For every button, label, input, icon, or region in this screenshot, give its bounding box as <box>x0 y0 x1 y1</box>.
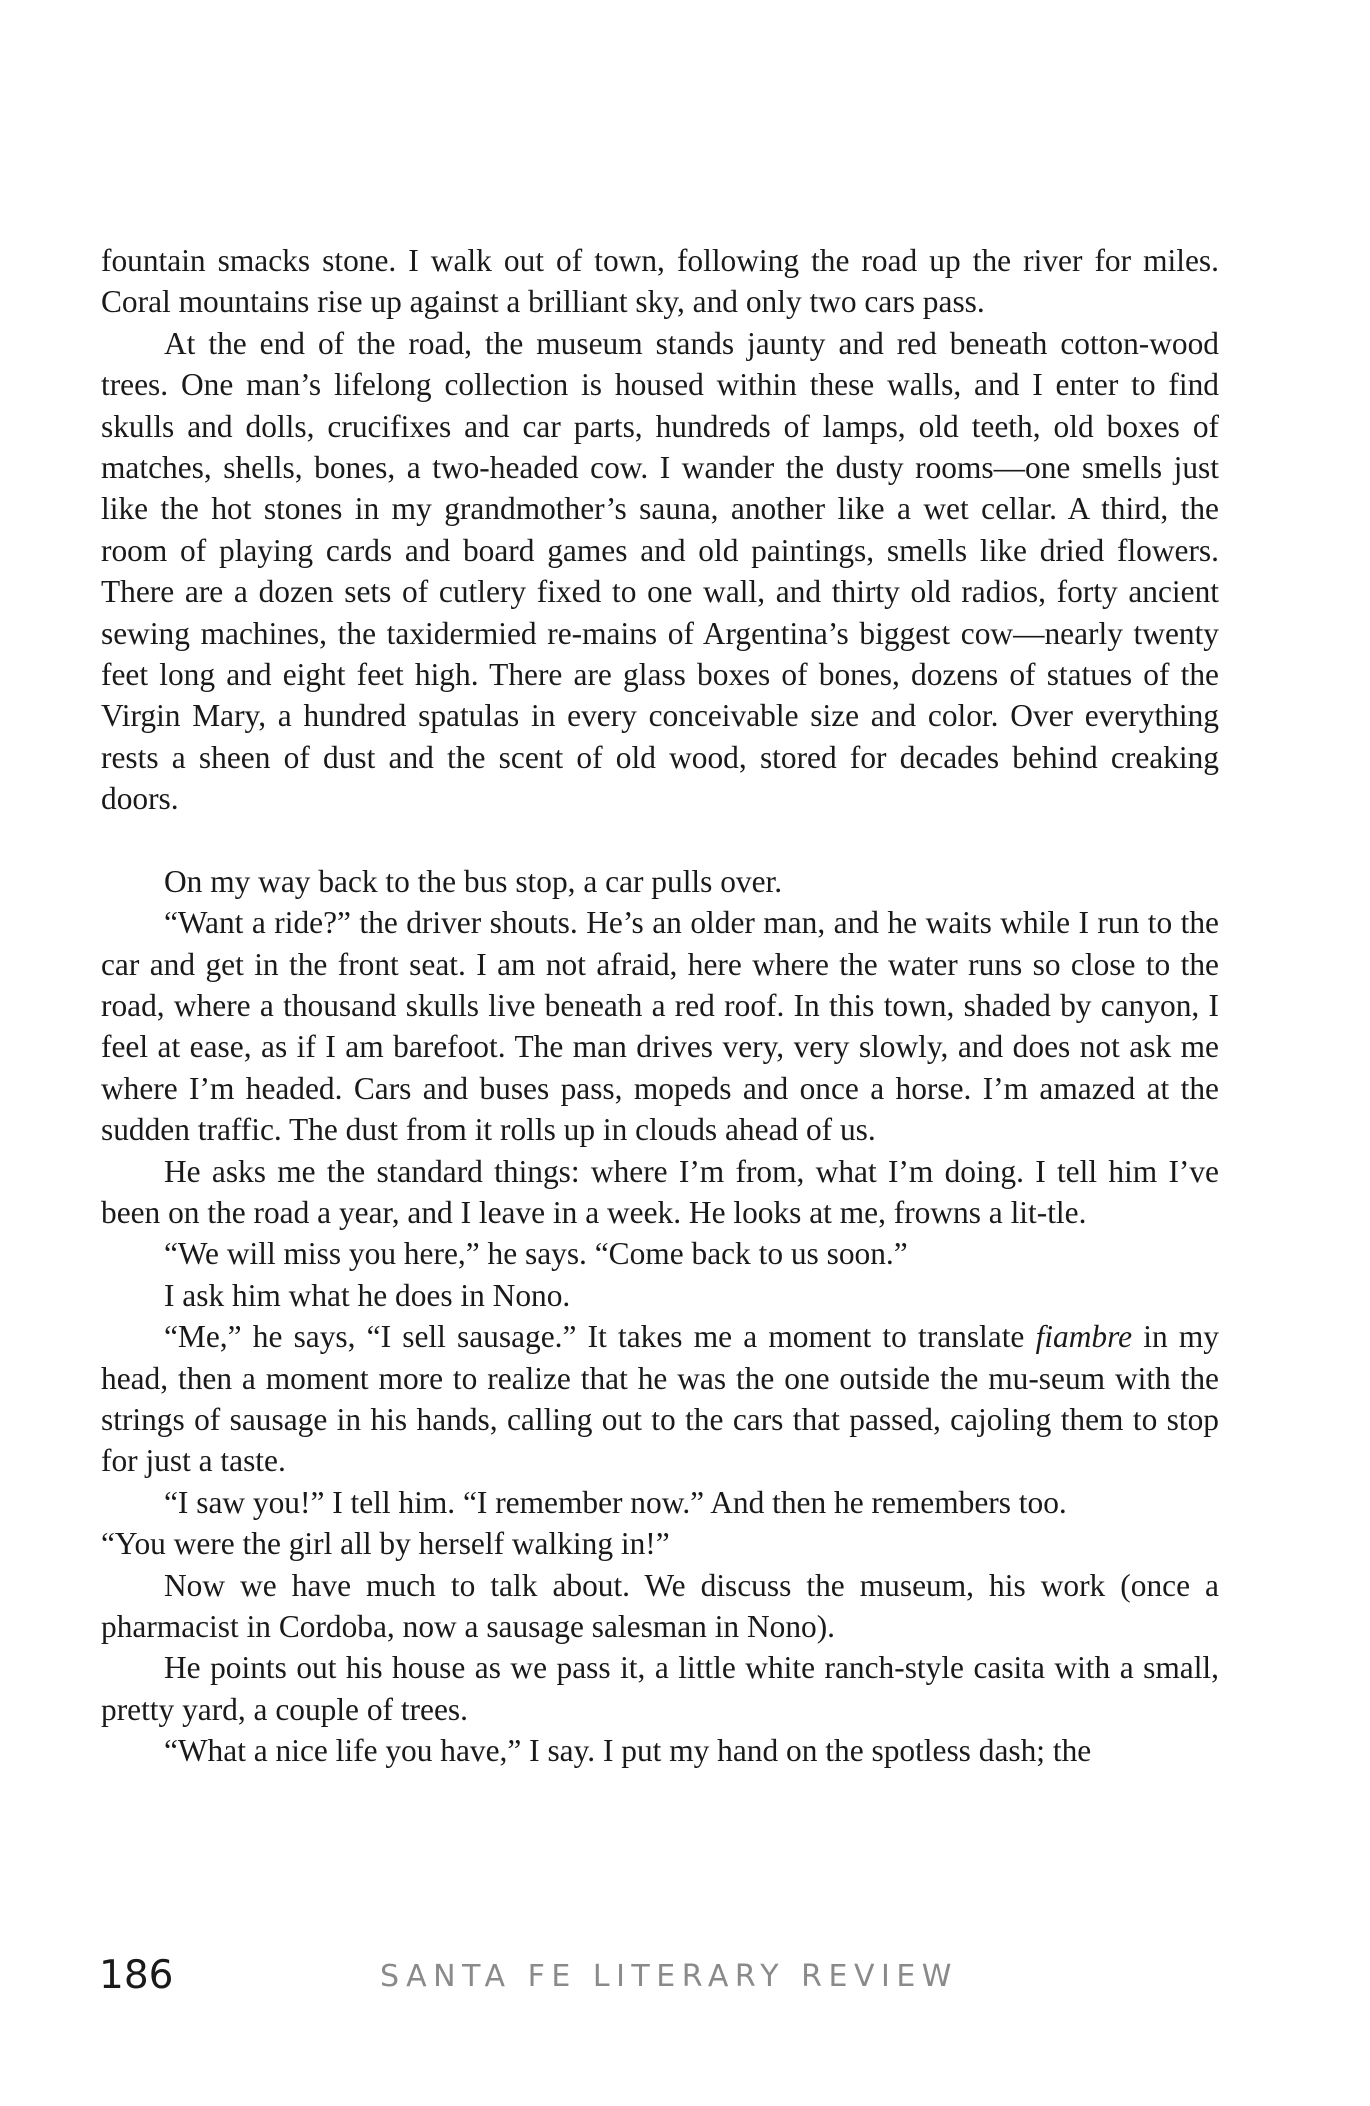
paragraph-10: “You were the girl all by herself walking in!” <box>101 1526 670 1562</box>
paragraph-5: He asks me the standard things: where I’m from, what I’m doing. I tell him I’ve been on the road a year, and I leave in a week. He looks at me, frowns a lit-tle. <box>101 1153 1219 1230</box>
page-footer <box>99 1951 1219 2011</box>
italic-word-fiambre: fiambre <box>1035 1319 1133 1355</box>
paragraph-11: Now we have much to talk about. We discuss the museum, his work (once a pharmacist in Cordoba, now a sausage salesman in Nono). <box>101 1567 1219 1644</box>
paragraph-1: fountain smacks stone. I walk out of town, following the road up the river for miles. Coral mountains rise up against a brilliant sky, and only two cars pass. <box>101 243 1219 320</box>
paragraph-6: “We will miss you here,” he says. “Come back to us soon.” <box>164 1236 908 1272</box>
paragraph-13: “What a nice life you have,” I say. I put my hand on the spotless dash; the <box>164 1733 1092 1769</box>
paragraph-9: “I saw you!” I tell him. “I remember now.” And then he remembers too. <box>164 1484 1067 1520</box>
paragraph-12: He points out his house as we pass it, a little white ranch-style casita with a small, pretty yard, a couple of trees. <box>101 1650 1219 1727</box>
journal-name: SANTA FE LITERARY REVIEW <box>380 1959 958 1994</box>
paragraph-8-after: in my head, then a moment more to realize that he was the one outside the mu-seum with the strings of sausage in his hands, calling out to the cars that passed, cajoling them to stop for just a taste. <box>101 1319 1219 1479</box>
page-number: 186 <box>99 1953 174 1998</box>
paragraph-2: At the end of the road, the museum stands jaunty and red beneath cotton-wood trees. One man’s lifelong collection is housed within these walls, and I enter to find skulls and dolls, crucifixes and car parts, hundreds of lamps, old teeth, old boxes of matches, shells, bones, a two-headed cow. I wander the dusty rooms—one smells just like the hot stones in my grandmother’s sauna, another like a wet cellar. A third, the room of playing cards and board games and old paintings, smells like dried flowers. There are a dozen sets of cutlery fixed to one wall, and thirty old radios, forty ancient sewing machines, the taxidermied re-mains of Argentina’s biggest cow—nearly twenty feet long and eight feet high. There are glass boxes of bones, dozens of statues of the Virgin Mary, a hundred spatulas in every conceivable size and color. Over everything rests a sheen of dust and the scent of old wood, stored for decades behind creaking doors. <box>101 325 1219 817</box>
paragraph-4: “Want a ride?” the driver shouts. He’s an older man, and he waits while I run to the car and get in the front seat. I am not afraid, here where the water runs so close to the road, where a thousand skulls live beneath a red roof. In this town, shaded by canyon, I feel at ease, as if I am barefoot. The man drives very, very slowly, and does not ask me where I’m headed. Cars and buses pass, mopeds and once a horse. I’m amazed at the sudden traffic. The dust from it rolls up in clouds ahead of us. <box>101 905 1219 1148</box>
paragraph-7: I ask him what he does in Nono. <box>164 1277 571 1313</box>
article-body <box>101 240 1219 1772</box>
paragraph-8 <box>101 1316 1219 1482</box>
paragraph-8-before: “Me,” he says, “I sell sausage.” It takes me a moment to translate <box>164 1319 1036 1355</box>
paragraph-3: On my way back to the bus stop, a car pulls over. <box>164 863 783 899</box>
